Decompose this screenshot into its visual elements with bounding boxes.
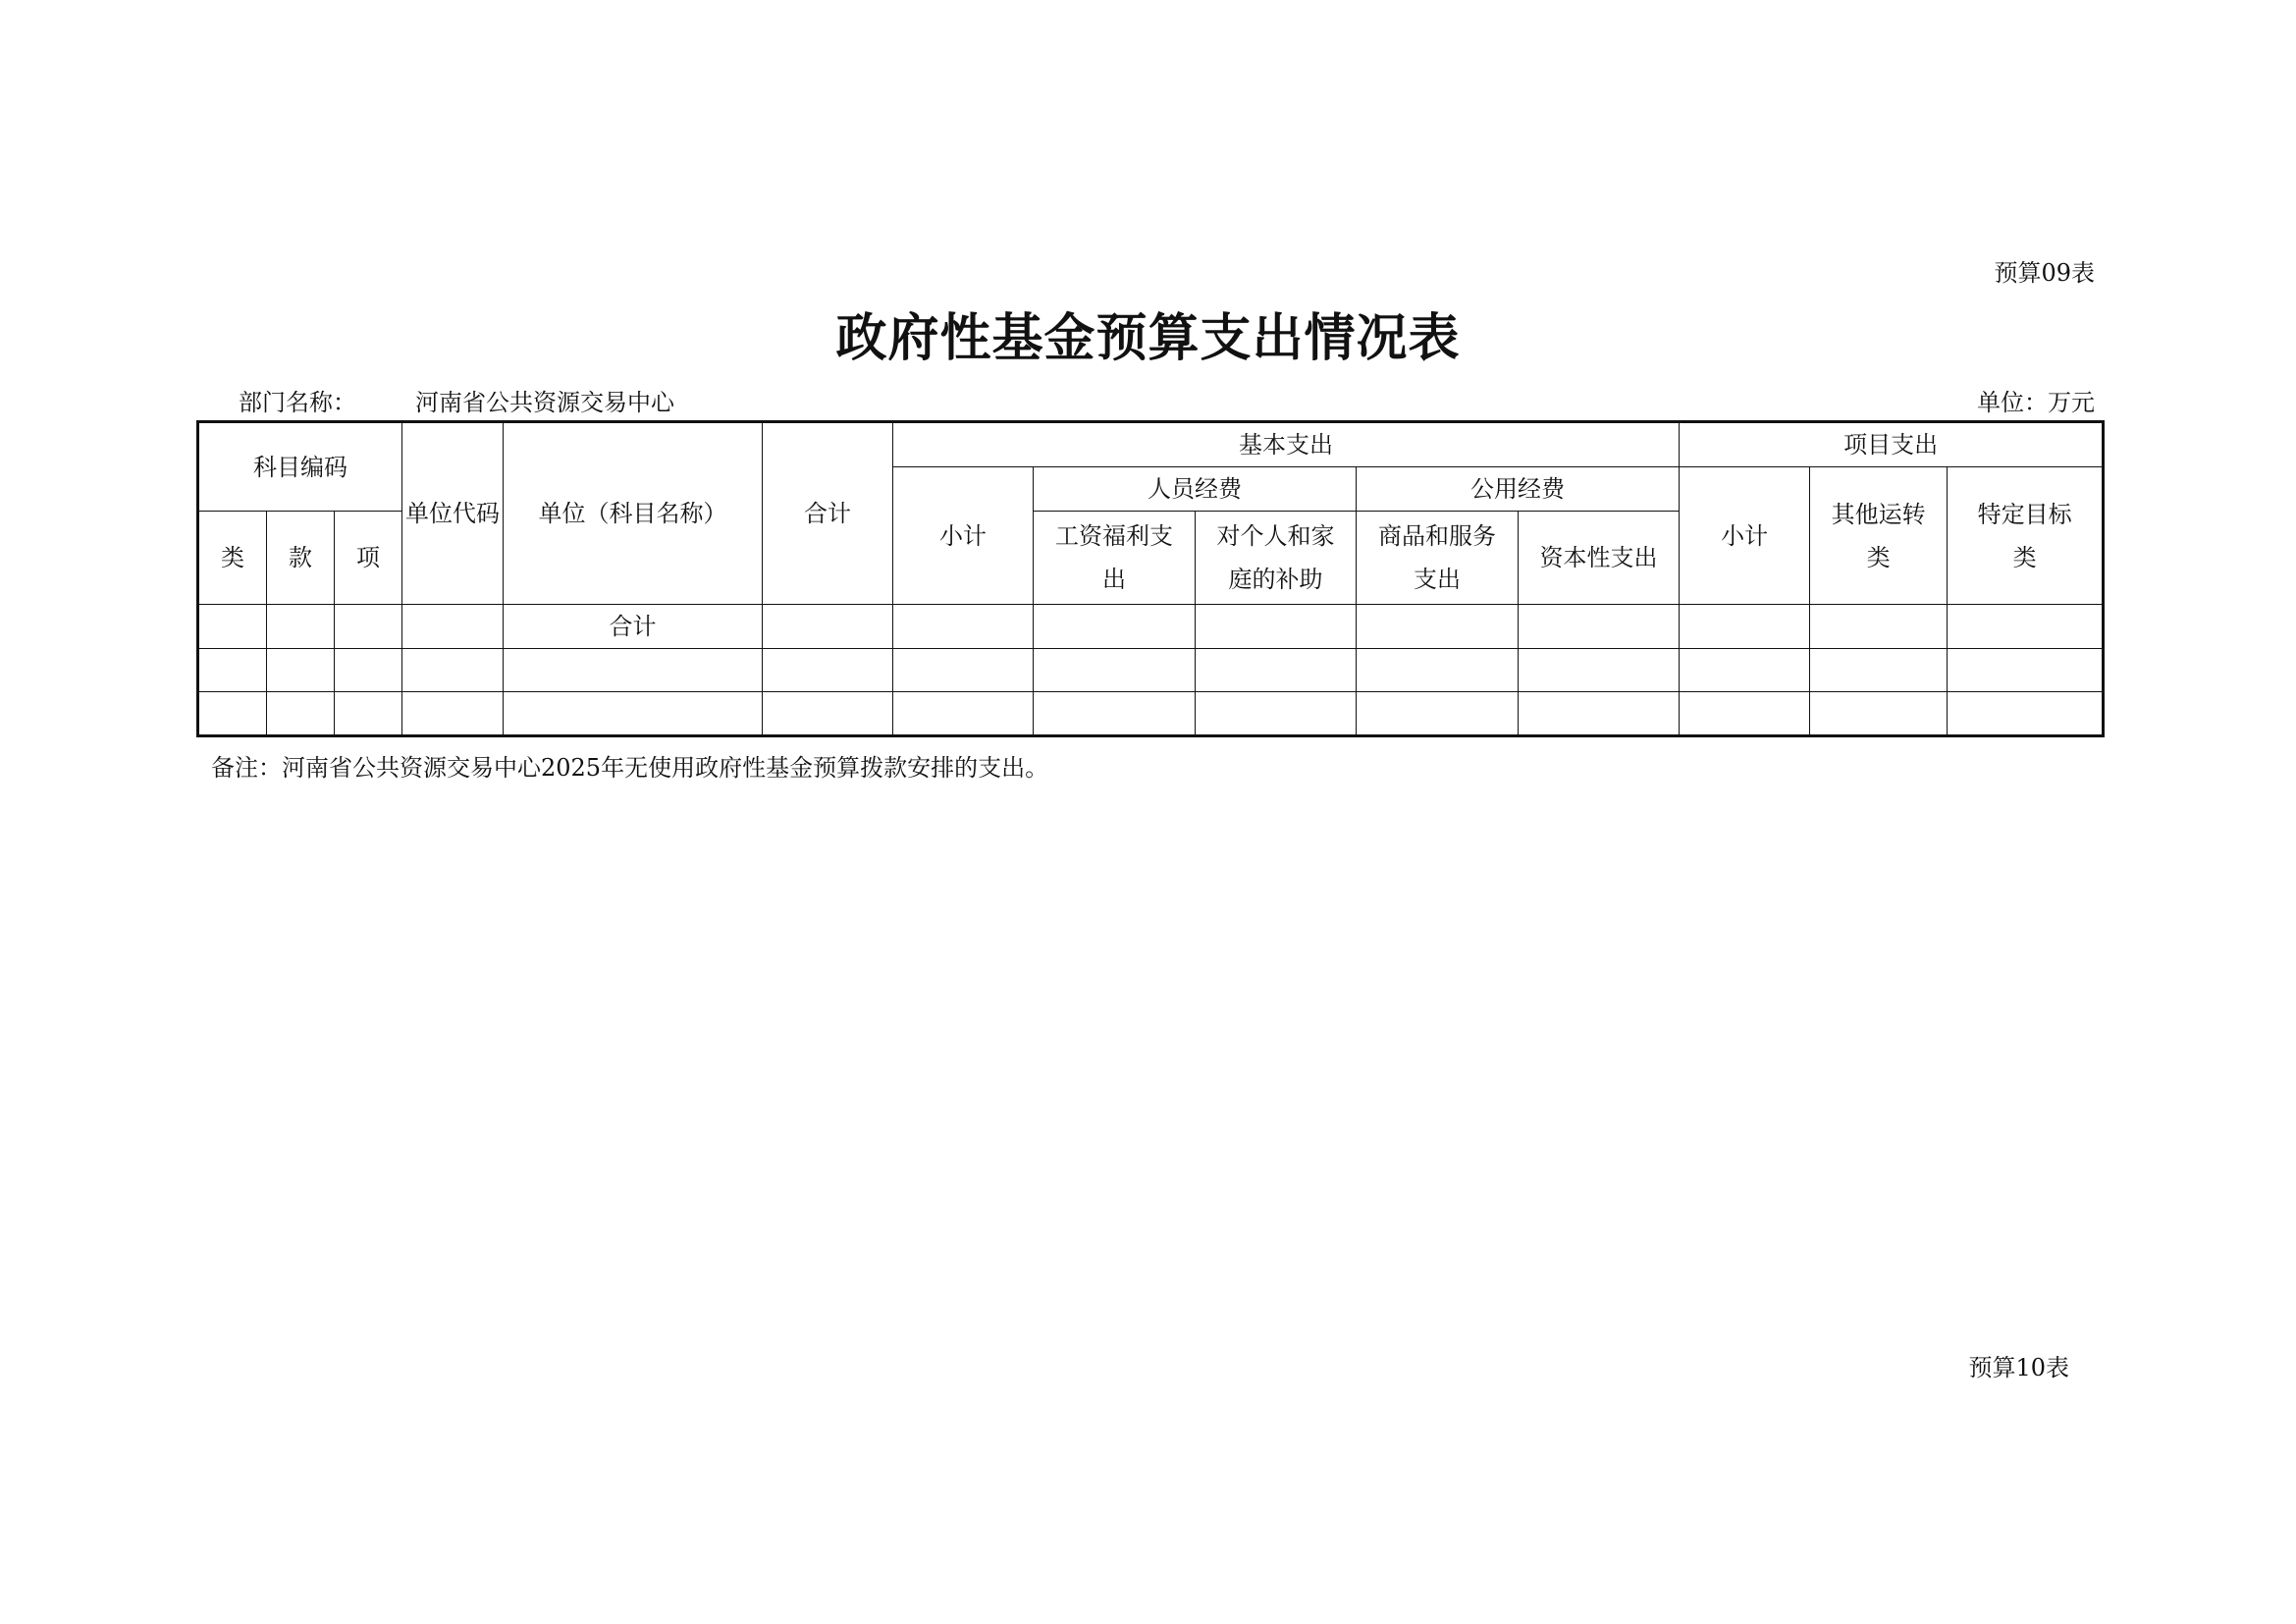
project-expenditure-header: 项目支出 bbox=[1680, 422, 2104, 467]
public-cost-header: 公用经费 bbox=[1357, 467, 1680, 512]
personnel-cost-header: 人员经费 bbox=[1034, 467, 1357, 512]
wages-header: 工资福利支出 bbox=[1034, 512, 1196, 605]
goods-services-header: 商品和服务支出 bbox=[1357, 512, 1519, 605]
department-name: 河南省公共资源交易中心 bbox=[415, 389, 674, 416]
row-name: 合计 bbox=[504, 605, 763, 649]
other-transfer-header: 其他运转类 bbox=[1810, 467, 1948, 605]
lei-header: 类 bbox=[198, 512, 267, 605]
kuan-header: 款 bbox=[267, 512, 335, 605]
subsidy-header: 对个人和家庭的补助 bbox=[1196, 512, 1357, 605]
department-label: 部门名称： bbox=[239, 389, 356, 416]
basic-expenditure-header: 基本支出 bbox=[893, 422, 1680, 467]
unit-name-header: 单位（科目名称） bbox=[504, 422, 763, 605]
table-row bbox=[198, 692, 2104, 736]
total-header: 合计 bbox=[763, 422, 893, 605]
table-row bbox=[198, 649, 2104, 692]
page-title: 政府性基金预算支出情况表 bbox=[835, 308, 1461, 368]
xiang-header: 项 bbox=[335, 512, 402, 605]
unit-label: 单位：万元 bbox=[1977, 389, 2095, 416]
subject-code-header: 科目编码 bbox=[198, 422, 402, 512]
next-table-number: 预算10表 bbox=[1968, 1354, 2069, 1381]
table-row bbox=[198, 605, 2104, 649]
specific-target-header: 特定目标类 bbox=[1948, 467, 2104, 605]
header-row-1 bbox=[198, 422, 2104, 467]
budget-table bbox=[196, 420, 2105, 737]
remark-note: 备注：河南省公共资源交易中心2025年无使用政府性基金预算拨款安排的支出。 bbox=[211, 754, 1049, 782]
row-name bbox=[504, 649, 763, 692]
basic-subtotal-header: 小计 bbox=[893, 467, 1034, 605]
row-name bbox=[504, 692, 763, 736]
unit-code-header: 单位代码 bbox=[402, 422, 504, 605]
table-number: 预算09表 bbox=[1994, 259, 2095, 287]
project-subtotal-header: 小计 bbox=[1680, 467, 1810, 605]
capital-header: 资本性支出 bbox=[1519, 512, 1680, 605]
